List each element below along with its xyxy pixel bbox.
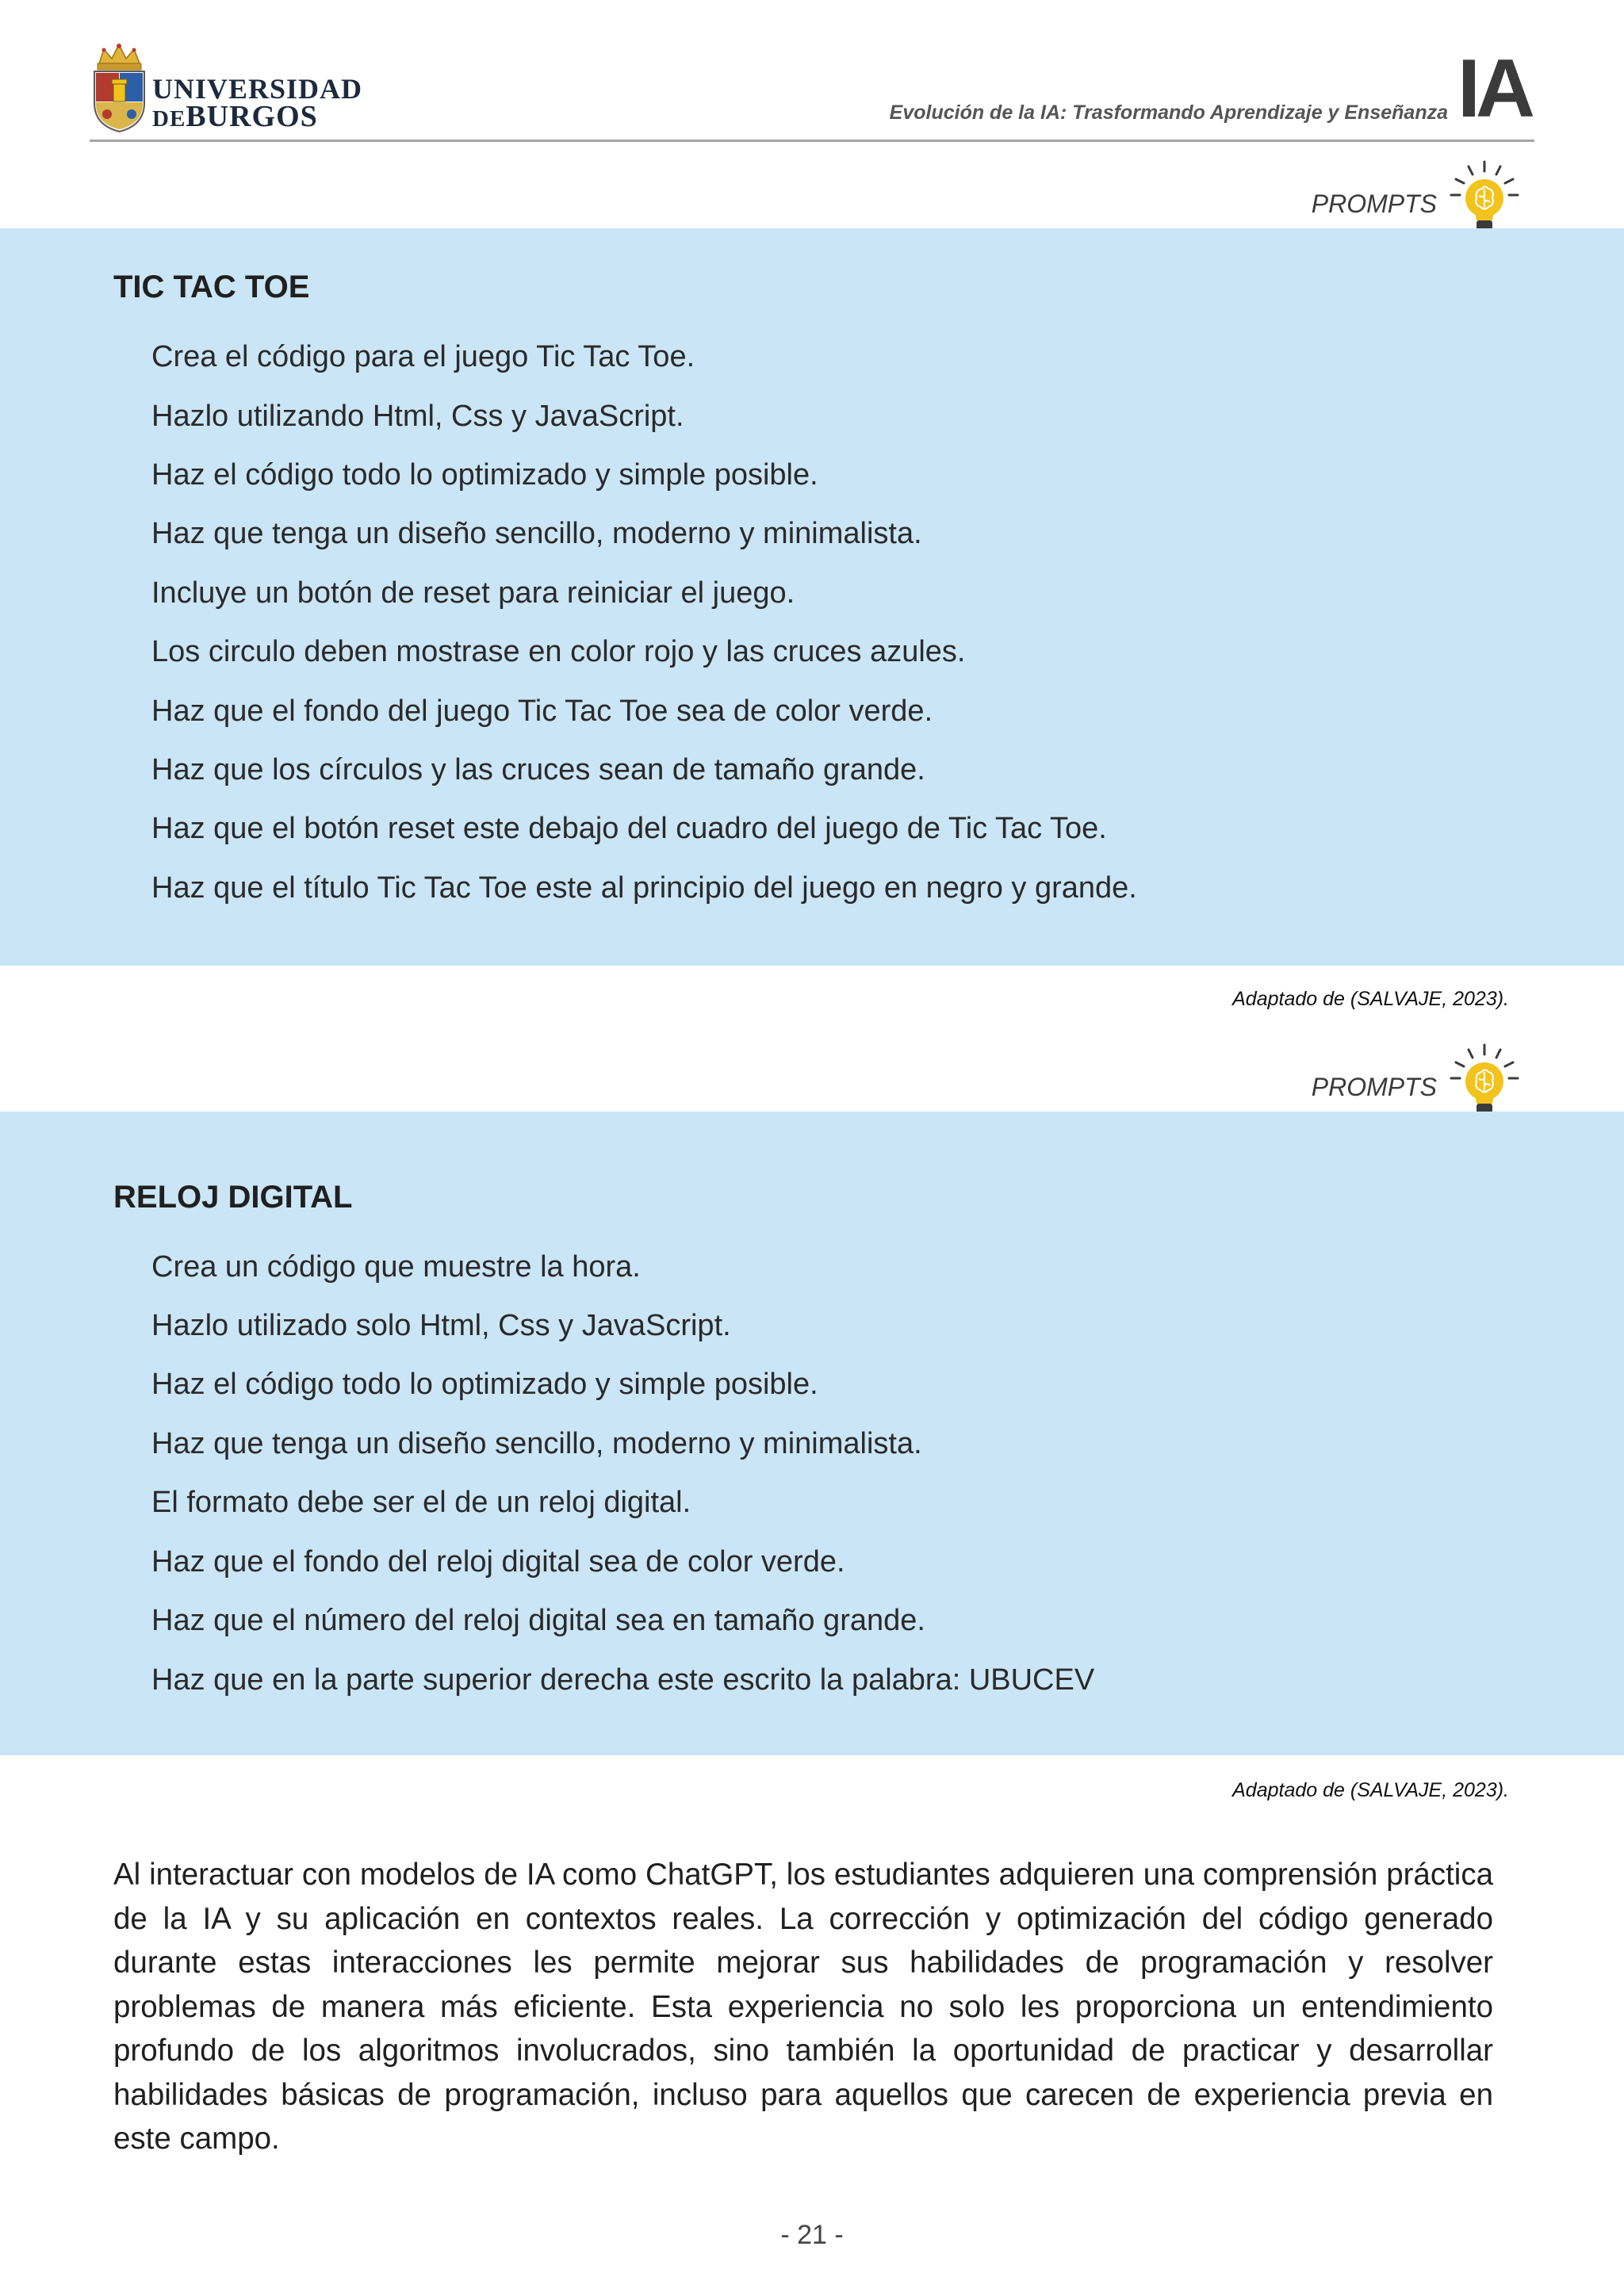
source-citation: Adaptado de (SALVAJE, 2023).: [1232, 1779, 1509, 1801]
prompt-item: Incluye un botón de reset para reiniciar el juego.: [151, 576, 795, 610]
source-citation: Adaptado de (SALVAJE, 2023).: [1232, 988, 1509, 1010]
ia-logo: IA: [1457, 43, 1530, 135]
prompt-item: Haz el código todo lo optimizado y simple posible.: [151, 458, 818, 492]
university-name-prefix: DE: [152, 106, 186, 132]
prompt-item: Haz que tenga un diseño sencillo, moderno y minimalista.: [151, 517, 922, 550]
prompt-item: Haz que los círculos y las cruces sean de tamaño grande.: [151, 753, 925, 786]
university-name-line2: [152, 101, 318, 132]
university-name-line1: UNIVERSIDAD: [152, 73, 363, 105]
prompt-item: El formato debe ser el de un reloj digital.: [151, 1486, 691, 1519]
prompt-item: Haz que en la parte superior derecha este escrito la palabra: UBUCEV: [151, 1663, 1095, 1697]
prompt-item: Haz que el fondo del reloj digital sea de color verde.: [151, 1545, 845, 1578]
body-paragraph: Al interactuar con modelos de IA como ChatGPT, los estudiantes adquieren una comprensión práctica de la IA y su aplicación en contextos reales. La corrección y optimización del código generado durante estas interacciones les permite mejorar sus habilidades de programación y resolver problemas de manera más eficiente. Esta experiencia no solo les proporciona un entendimiento profundo de los algoritmos involucrados, sino también la oportunidad de practicar y desarrollar habilidades básicas de programación, incluso para aquellos que carecen de experiencia previa en este campo.: [113, 1858, 1493, 2156]
prompts-label: PROMPTS: [1311, 189, 1437, 218]
university-crest-icon: [90, 41, 149, 135]
prompt-item: Haz que tenga un diseño sencillo, moderno y minimalista.: [151, 1427, 922, 1460]
university-name-main: BURGOS: [186, 100, 318, 133]
prompt-item: Haz que el número del reloj digital sea en tamaño grande.: [151, 1604, 925, 1637]
header-title: Evolución de la IA: Trasformando Aprendizaje y Enseñanza: [889, 101, 1448, 124]
prompts-label: PROMPTS: [1311, 1073, 1437, 1101]
prompt-item: Crea el código para el juego Tic Tac Toe.: [151, 340, 695, 373]
prompt-title: TIC TAC TOE: [113, 270, 310, 304]
prompt-item: Hazlo utilizado solo Html, Css y JavaScript.: [151, 1309, 731, 1342]
page-number: - 21 -: [780, 2220, 844, 2250]
prompt-item: Los circulo deben mostrase en color rojo y las cruces azules.: [151, 635, 966, 668]
prompt-item: Hazlo utilizando Html, Css y JavaScript.: [151, 400, 684, 433]
header-divider: [90, 140, 1534, 142]
prompt-title: RELOJ DIGITAL: [113, 1180, 353, 1215]
prompt-item: Crea un código que muestre la hora.: [151, 1250, 641, 1284]
prompt-item: Haz que el fondo del juego Tic Tac Toe sea de color verde.: [151, 695, 933, 728]
prompt-item: Haz el código todo lo optimizado y simple posible.: [151, 1368, 818, 1401]
prompt-item: Haz que el título Tic Tac Toe este al principio del juego en negro y grande.: [151, 871, 1137, 905]
prompt-item: Haz que el botón reset este debajo del cuadro del juego de Tic Tac Toe.: [151, 812, 1107, 845]
